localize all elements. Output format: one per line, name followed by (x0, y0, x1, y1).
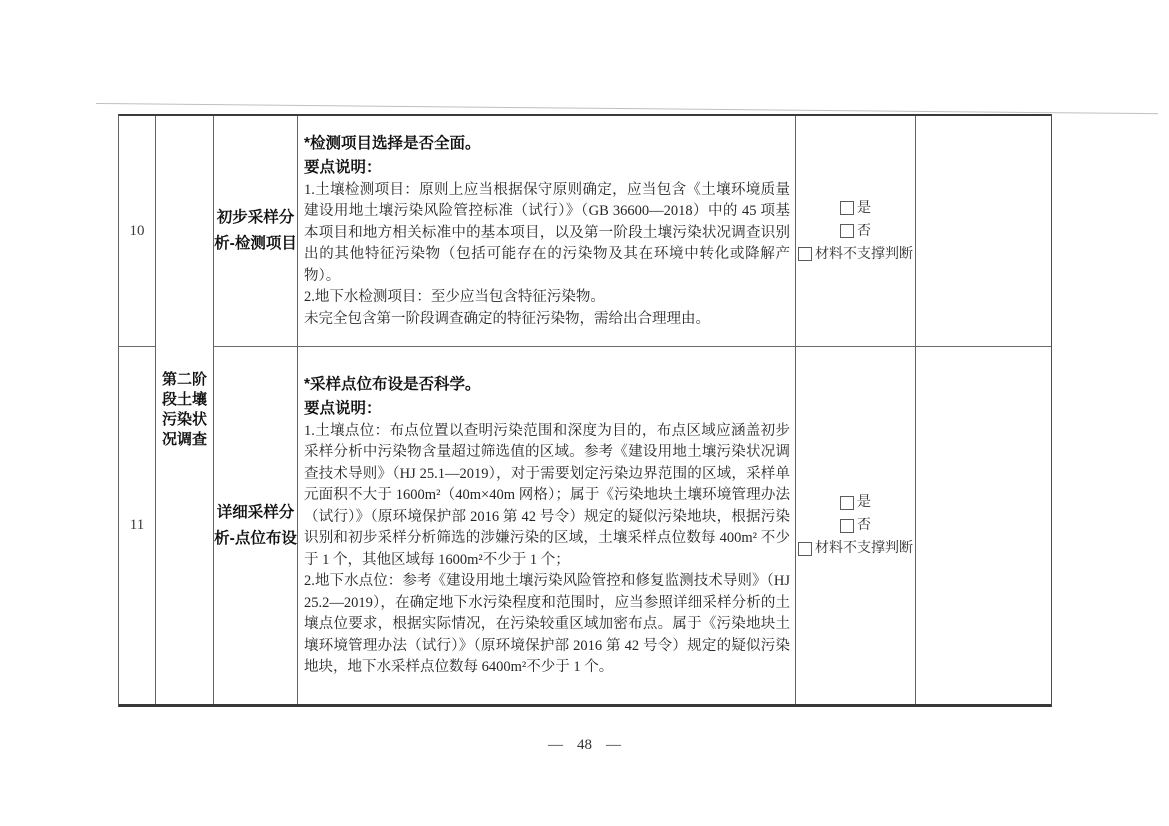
phase-label-line: 况调查 (161, 431, 207, 448)
review-points-cell (298, 116, 796, 347)
note-paragraph: 1.土壤检测项目：原则上应当根据保守原则确定，应当包含《土壤环境质量建设用地土壤污染风险管控标准（试行）》（GB 36600—2018）中的 45 项基本项目和地方相关标准中的基本项目，以及第一阶段土壤污染状况调查识别出的其他特征污染物（包括可能存在的污染物及其在环境中转化或降解产物）。 (304, 181, 790, 284)
review-points-cell (298, 347, 796, 704)
checkbox-icon (840, 519, 854, 533)
review-question: *采样点位布设是否科学。 (304, 375, 481, 393)
checkbox-icon (840, 201, 854, 215)
row-number: 10 (129, 222, 145, 239)
category-label-line: 初步采样分 (216, 209, 295, 226)
note-paragraph: 2.地下水检测项目：至少应当包含特征污染物。 (304, 289, 605, 306)
checkbox-option-yes[interactable] (840, 197, 871, 220)
option-label: 是 (857, 200, 871, 216)
review-question: *检测项目选择是否全面。 (304, 134, 481, 152)
phase-label-line: 污染状 (161, 411, 207, 428)
checkbox-option-unsupported[interactable] (798, 243, 913, 266)
checkbox-option-yes[interactable] (840, 491, 871, 514)
notes-heading: 要点说明： (304, 158, 382, 176)
checkbox-icon (840, 224, 854, 238)
category-cell (214, 347, 298, 704)
checkbox-option-no[interactable] (840, 220, 871, 243)
page-footer (0, 737, 1169, 754)
option-label: 是 (857, 495, 871, 510)
review-checklist-table (118, 114, 1052, 707)
footer-dash-right: — (606, 737, 621, 753)
remarks-cell (916, 116, 1051, 347)
remarks-cell (916, 347, 1051, 704)
category-cell (214, 116, 298, 347)
option-label: 否 (857, 223, 871, 239)
phase-label-line: 第二阶 (161, 371, 207, 388)
checkbox-option-no[interactable] (840, 514, 871, 537)
option-label: 否 (857, 518, 871, 533)
checkbox-icon (840, 496, 854, 510)
note-paragraph: 2.地下水点位：参考《建设用地土壤污染风险管控和修复监测技术导则》（HJ 25.2—2019），在确定地下水污染程度和范围时，应当参照详细采样分析的土壤点位要求，根据实际情况，在污染较重区域加密布点。属于《污染地块土壤环境管理办法（试行）》（原环境保护部 2016 第 42 号令）规定的疑似污染地块，地下水采样点位数每 6400m²不少于 1 个。 (304, 573, 790, 675)
judgment-cell (796, 347, 916, 704)
notes-heading: 要点说明： (304, 399, 382, 417)
note-paragraph: 1.土壤点位：布点位置以查明污染范围和深度为目的，布点区域应涵盖初步采样分析中污染物含量超过筛选值的区域。参考《建设用地土壤污染状况调查技术导则》（HJ 25.1—2019），对于需要划定污染边界范围的区域，采样单元面积不大于 1600m²（40m×40m 网格）；属于《污染地块土壤环境管理办法（试行）》（原环境保护部 2016 第 42 号令）规定的疑似污染地块，根据污染识别和初步采样分析筛选的涉嫌污染的区域，土壤采样点位数每 400m² 不少于 1 个，其他区域每 1600m²不少于 1 个； (304, 422, 790, 568)
footer-dash-left: — (548, 737, 563, 753)
checkbox-option-unsupported[interactable] (798, 537, 913, 560)
checkbox-icon (798, 542, 812, 556)
option-label: 材料不支撑判断 (815, 541, 913, 556)
row-number-cell (119, 347, 156, 704)
phase-label-line: 段土壤 (161, 391, 207, 408)
category-label-line: 析-点位布设 (214, 529, 297, 547)
judgment-cell (796, 116, 916, 347)
row-number: 11 (129, 517, 145, 533)
category-label-line: 析-检测项目 (214, 235, 297, 252)
checkbox-icon (798, 247, 812, 261)
option-label: 材料不支撑判断 (815, 246, 913, 262)
phase-cell (156, 116, 214, 704)
page-number: 48 (577, 737, 592, 753)
note-paragraph: 未完全包含第一阶段调查确定的特征污染物，需给出合理理由。 (304, 310, 710, 327)
category-label-line: 详细采样分 (216, 503, 295, 521)
row-number-cell (119, 116, 156, 347)
page-top-rule (96, 103, 1158, 114)
